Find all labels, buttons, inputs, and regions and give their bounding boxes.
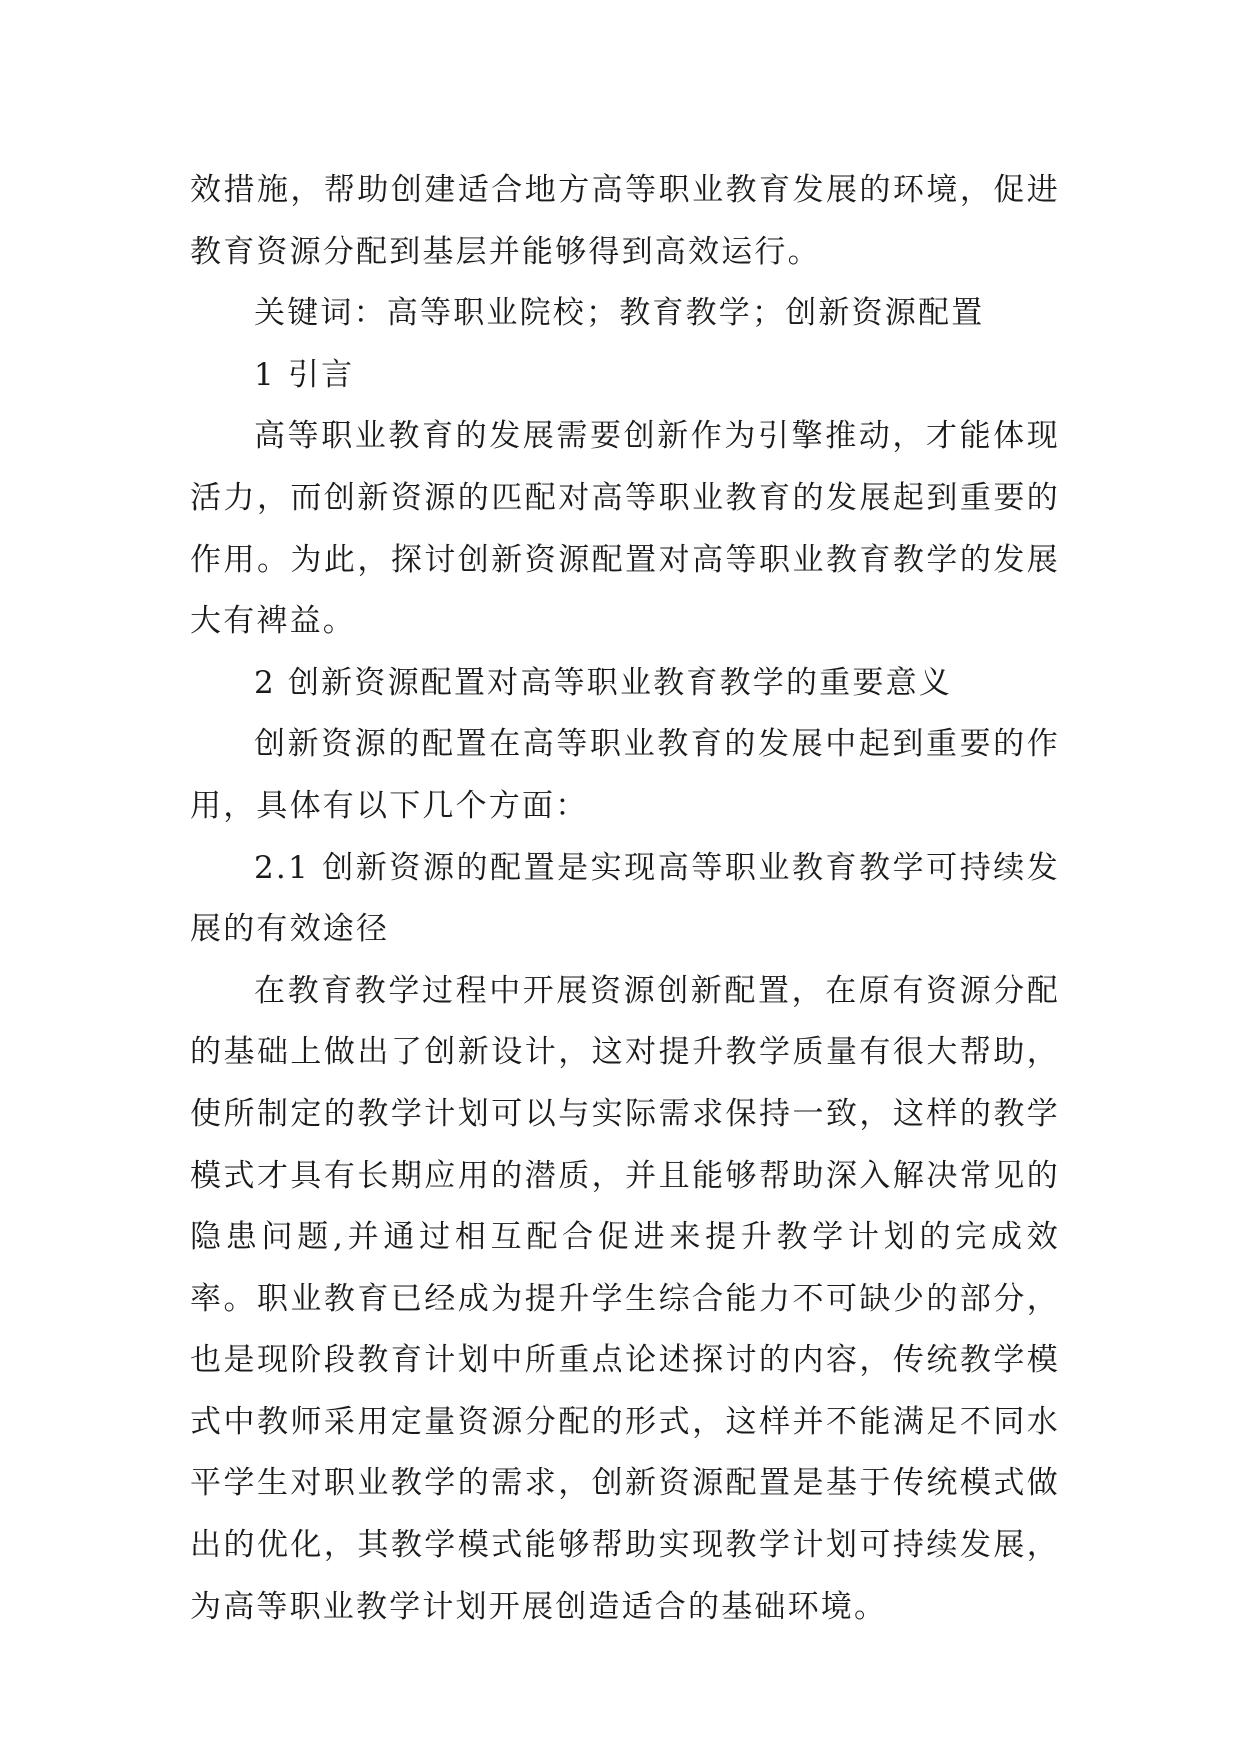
section-heading-introduction: 1 引言 <box>254 356 355 393</box>
body-text <box>190 160 1060 1638</box>
paragraph-introduction: 高等职业教育的发展需要创新作为引擎推动，才能体现活力，而创新资源的匹配对高等职业教育的发展起到重要的作用。为此，探讨创新资源配置对高等职业教育教学的发展大有裨益。 <box>190 418 1060 640</box>
section-heading-significance: 2 创新资源配置对高等职业教育教学的重要意义 <box>254 664 952 701</box>
paragraph-continuation: 效措施，帮助创建适合地方高等职业教育发展的环境，促进教育资源分配到基层并能够得到高效运行。 <box>190 172 1060 270</box>
paragraph-2-1-body: 在教育教学过程中开展资源创新配置，在原有资源分配的基础上做出了创新设计，这对提升教学质量有很大帮助，使所制定的教学计划可以与实际需求保持一致，这样的教学模式才具有长期应用的潜质，并且能够帮助深入解决常见的隐患问题,并通过相互配合促进来提升教学计划的完成效率。职业教育已经成为提升学生综合能力不可缺少的部分，也是现阶段教育计划中所重点论述探讨的内容，传统教学模式中教师采用定量资源分配的形式，这样并不能满足不同水平学生对职业教学的需求，创新资源配置是基于传统模式做出的优化，其教学模式能够帮助实现教学计划可持续发展，为高等职业教学计划开展创造适合的基础环境。 <box>190 972 1060 1625</box>
paragraph-significance-intro: 创新资源的配置在高等职业教育的发展中起到重要的作用，具体有以下几个方面： <box>190 726 1060 824</box>
subsection-heading-2-1: 2.1 创新资源的配置是实现高等职业教育教学可持续发展的有效途径 <box>190 849 1060 948</box>
keywords-line: 关键词：高等职业院校；教育教学；创新资源配置 <box>254 295 985 332</box>
